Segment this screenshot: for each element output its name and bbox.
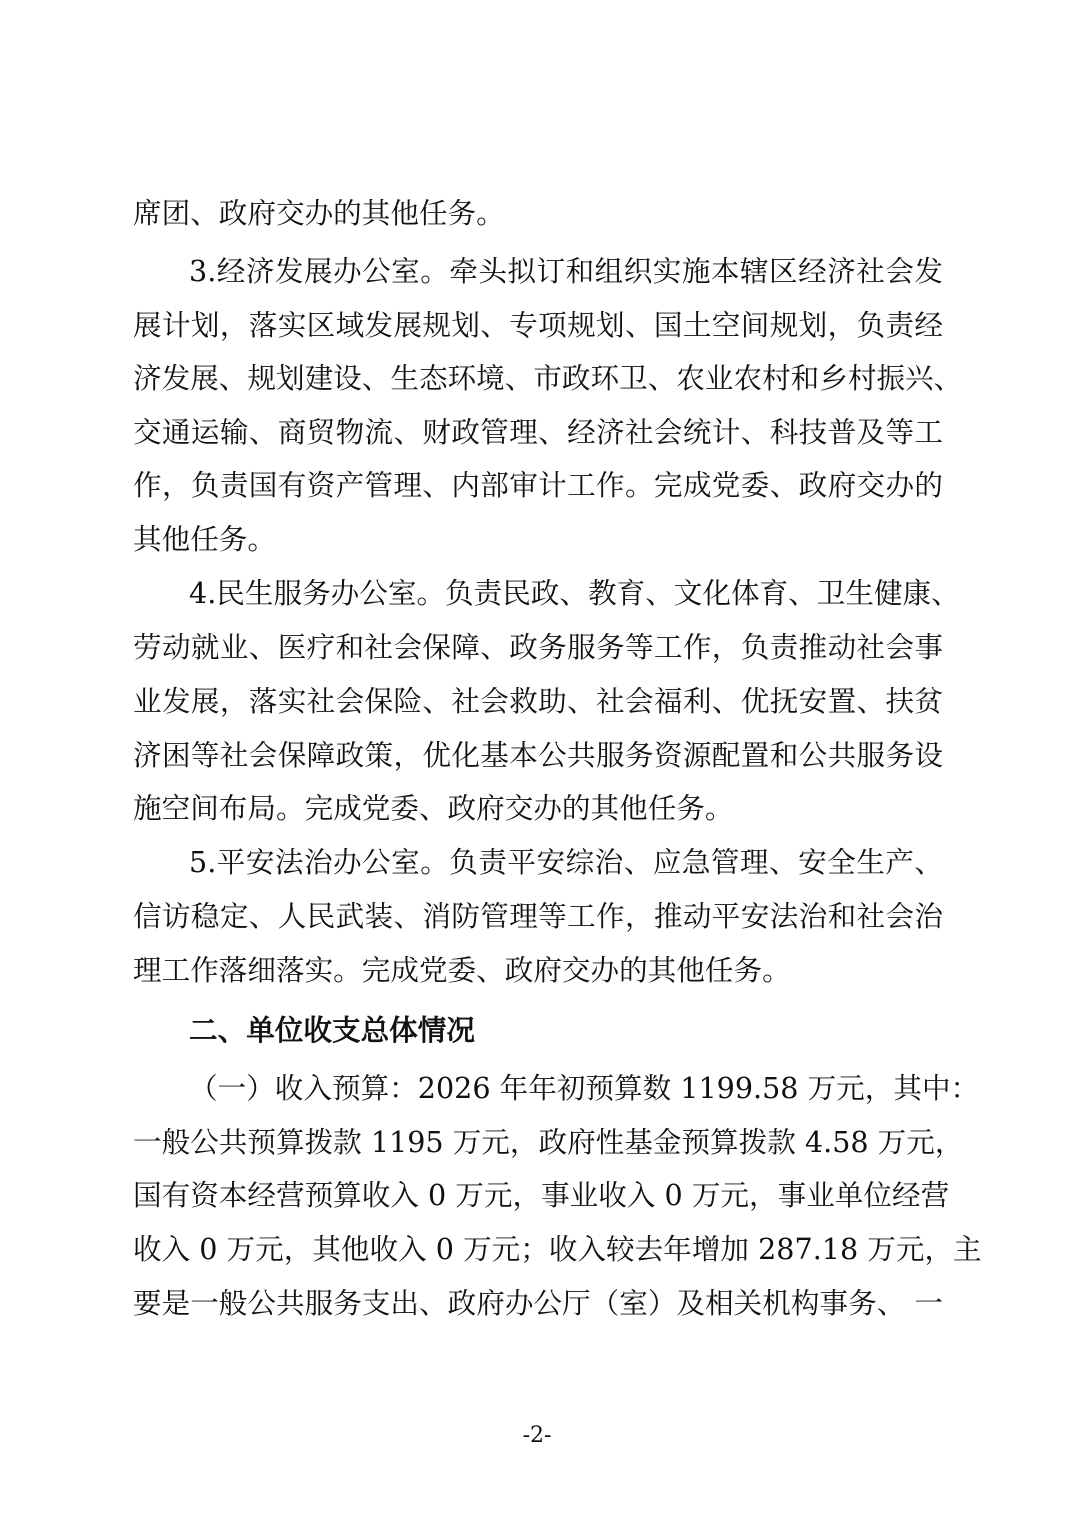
page-number: -2-: [522, 1423, 552, 1448]
paragraph-line: 业发展，落实社会保险、社会救助、社会福利、优抚安置、扶贫: [133, 684, 943, 718]
paragraph-line: 展计划，落实区域发展规划、专项规划、国土空间规划，负责经: [133, 308, 943, 342]
paragraph-line: 席团、政府交办的其他任务。: [133, 196, 505, 230]
paragraph-line: 5.平安法治办公室。负责平安综治、应急管理、安全生产、: [189, 845, 943, 879]
paragraph-line: 信访稳定、人民武装、消防管理等工作，推动平安法治和社会治: [133, 899, 943, 933]
paragraph-line: 理工作落细落实。完成党委、政府交办的其他任务。: [133, 953, 791, 987]
paragraph-line: 作，负责国有资产管理、内部审计工作。完成党委、政府交办的: [133, 468, 943, 502]
paragraph-line: 济发展、规划建设、生态环境、市政环卫、农业农村和乡村振兴、: [133, 361, 963, 395]
paragraph-line: 施空间布局。完成党委、政府交办的其他任务。: [133, 791, 734, 825]
paragraph-line: 要是一般公共服务支出、政府办公厅（室）及相关机构事务、 一: [133, 1286, 943, 1320]
paragraph-line: 一般公共预算拨款 1195 万元，政府性基金预算拨款 4.58 万元，: [133, 1125, 964, 1159]
paragraph-line: 国有资本经营预算收入 0 万元，事业收入 0 万元，事业单位经营: [133, 1178, 950, 1212]
paragraph-line: 交通运输、商贸物流、财政管理、经济社会统计、科技普及等工: [133, 415, 943, 449]
section-heading: 二、单位收支总体情况: [189, 1013, 475, 1047]
paragraph-line: 劳动就业、医疗和社会保障、政务服务等工作，负责推动社会事: [133, 630, 943, 664]
paragraph-line: 其他任务。: [133, 522, 276, 556]
paragraph-line: （一）收入预算：2026 年年初预算数 1199.58 万元，其中：: [189, 1071, 980, 1105]
paragraph-line: 收入 0 万元，其他收入 0 万元；收入较去年增加 287.18 万元，主: [133, 1232, 982, 1266]
paragraph-line: 3.经济发展办公室。牵头拟订和组织实施本辖区经济社会发: [189, 254, 943, 288]
paragraph-line: 济困等社会保障政策，优化基本公共服务资源配置和公共服务设: [133, 738, 943, 772]
paragraph-line: 4.民生服务办公室。负责民政、教育、文化体育、卫生健康、: [189, 576, 960, 610]
